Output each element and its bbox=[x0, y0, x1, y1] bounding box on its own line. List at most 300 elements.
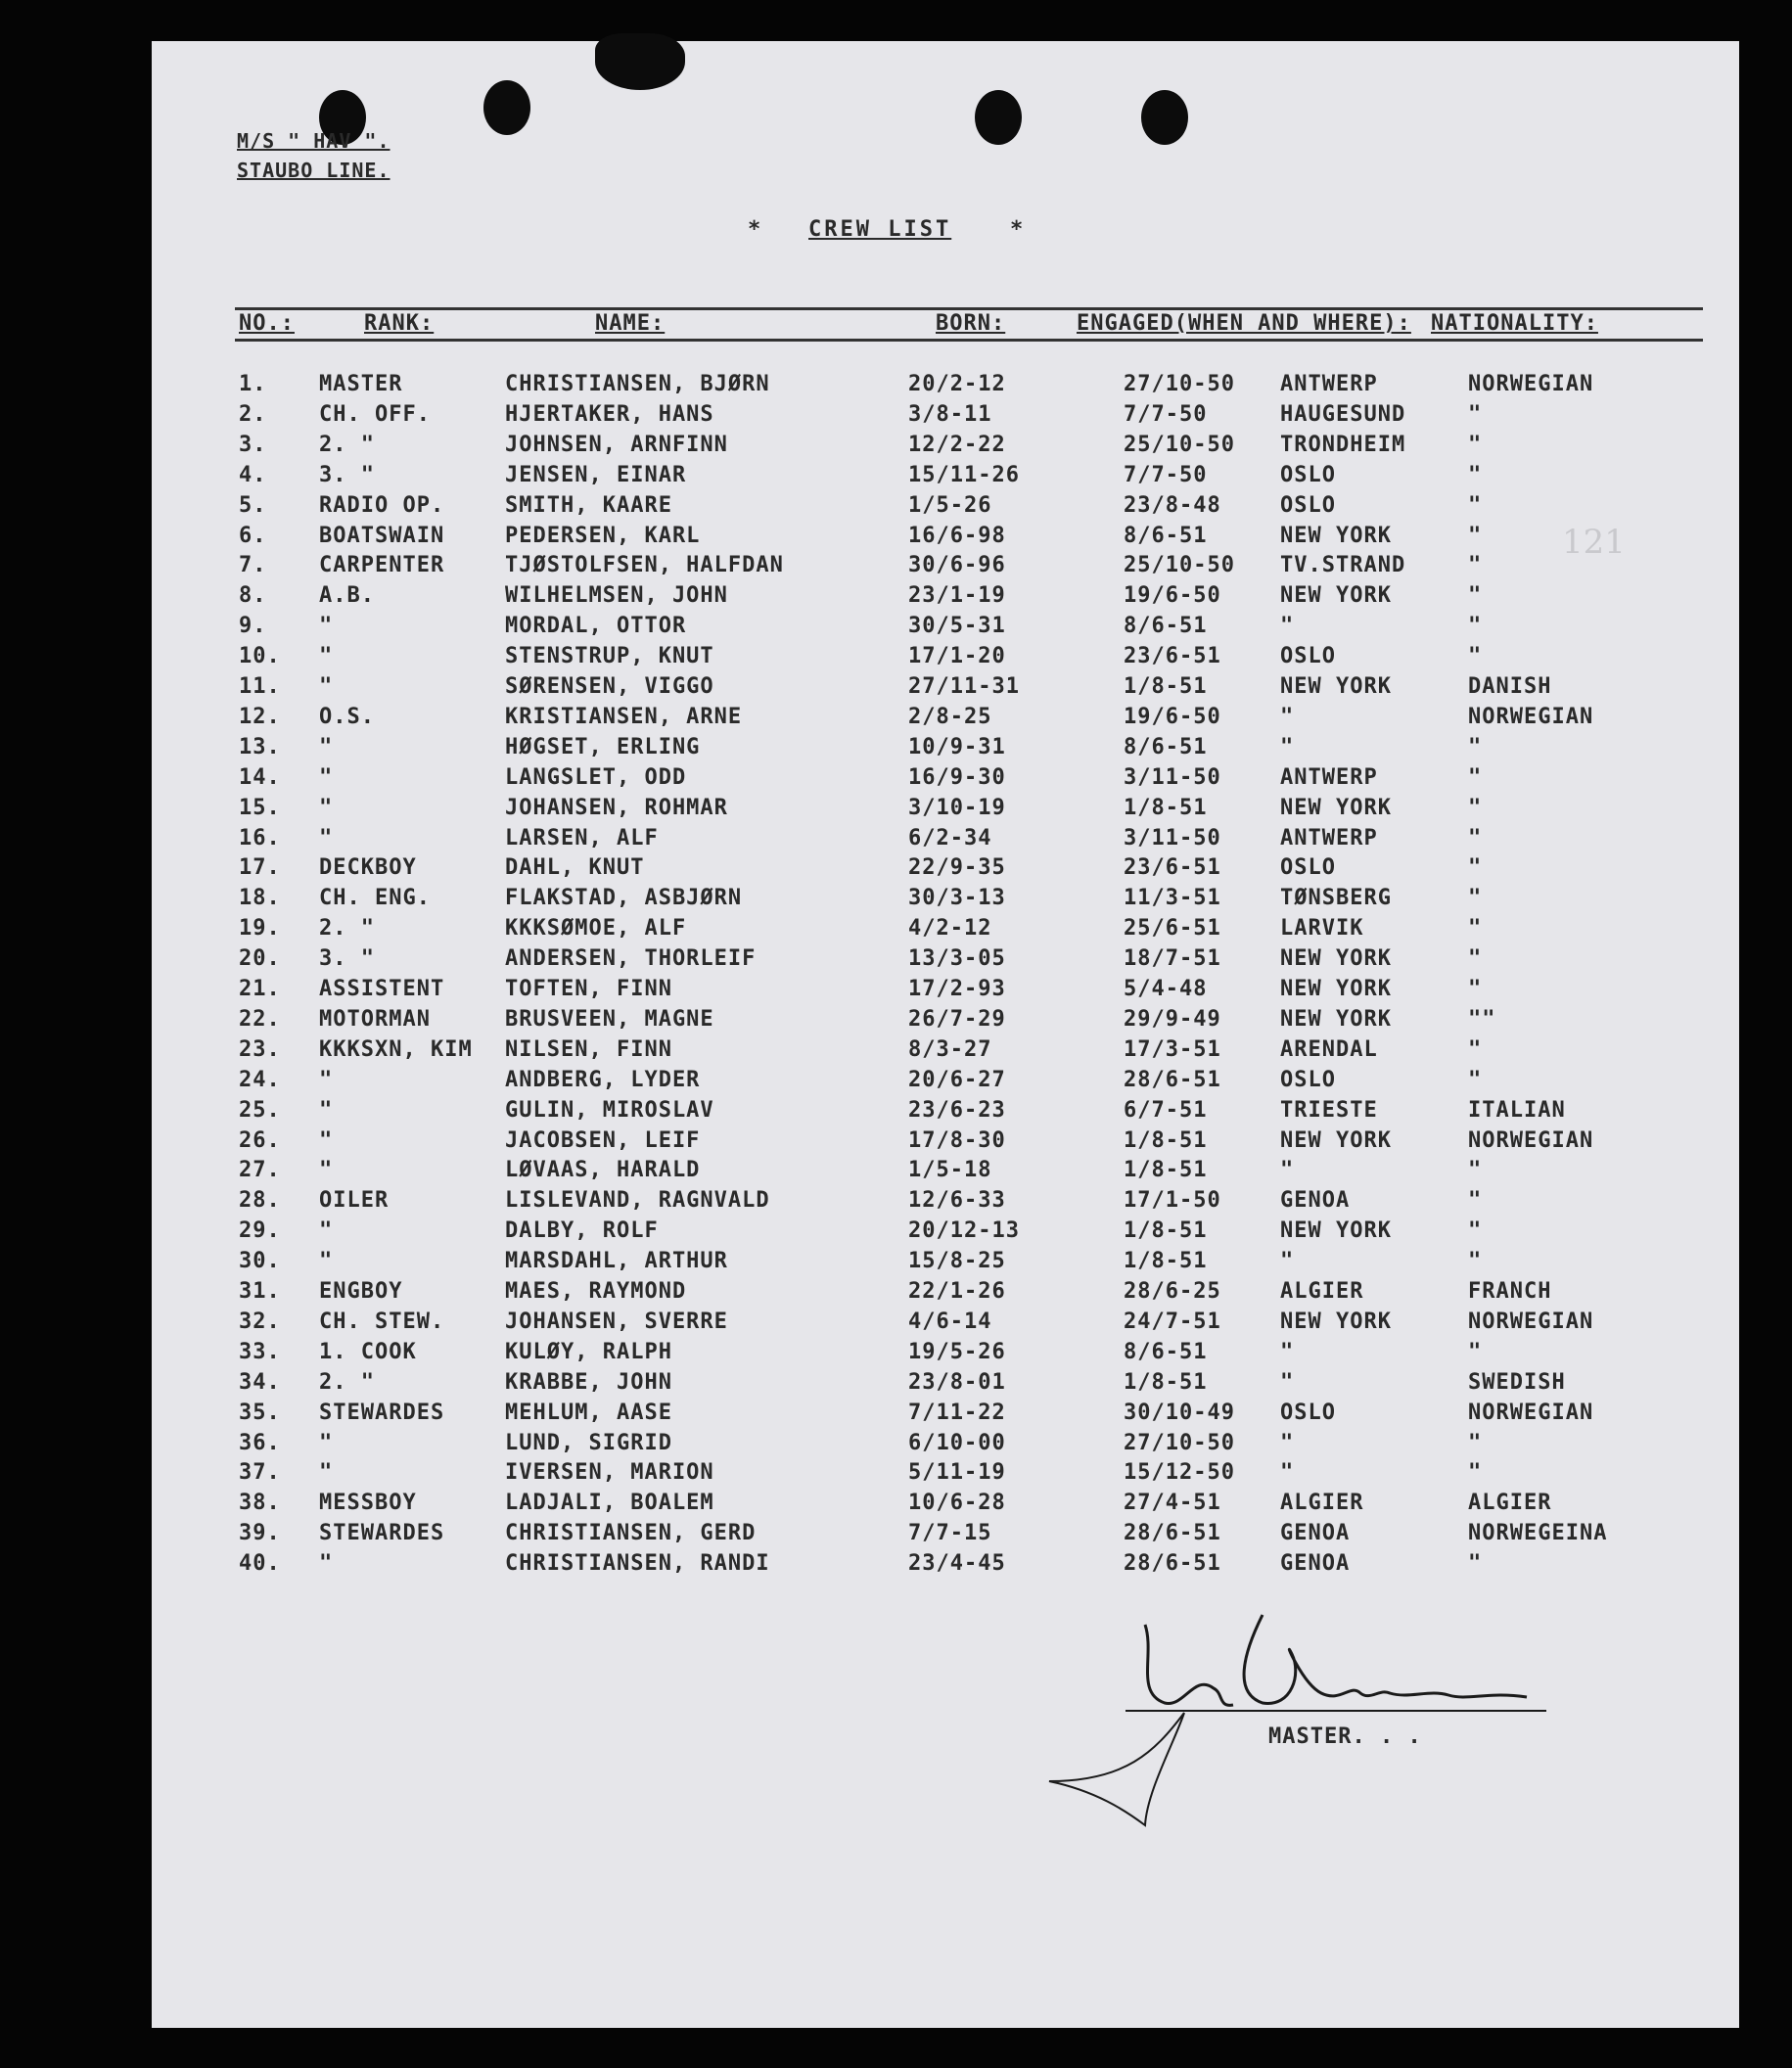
punch-hole bbox=[1141, 90, 1188, 145]
crew-rank: STEWARDES bbox=[319, 1521, 445, 1546]
table-row bbox=[0, 1460, 1792, 1491]
crew-nationality: " bbox=[1468, 795, 1483, 820]
row-number: 8. bbox=[239, 583, 267, 609]
crew-name: DALBY, ROLF bbox=[505, 1218, 659, 1244]
crew-rank: " bbox=[319, 1158, 334, 1183]
engaged-date: 28/6-25 bbox=[1124, 1279, 1221, 1304]
row-number: 28. bbox=[239, 1188, 281, 1214]
crew-born: 20/12-13 bbox=[908, 1218, 1020, 1244]
table-row bbox=[0, 433, 1792, 463]
table-row bbox=[0, 493, 1792, 524]
crew-rank: " bbox=[319, 614, 334, 639]
crew-born: 16/6-98 bbox=[908, 523, 1006, 548]
engaged-place: ANTWERP bbox=[1280, 764, 1378, 790]
crew-born: 15/11-26 bbox=[908, 462, 1020, 487]
table-row bbox=[0, 826, 1792, 856]
row-number: 38. bbox=[239, 1491, 281, 1516]
engaged-date: 1/8-51 bbox=[1124, 674, 1208, 699]
signature-title: MASTER. . . bbox=[1268, 1724, 1422, 1749]
crew-name: LANGSLET, ODD bbox=[505, 764, 687, 790]
master-signature bbox=[1037, 1595, 1566, 1830]
crew-name: HØGSET, ERLING bbox=[505, 734, 701, 759]
crew-rank: MASTER bbox=[319, 372, 403, 396]
table-row bbox=[0, 1188, 1792, 1218]
engaged-place: GENOA bbox=[1280, 1188, 1351, 1214]
table-row bbox=[0, 1249, 1792, 1279]
crew-rank: MOTORMAN bbox=[319, 1006, 431, 1032]
engaged-place: OSLO bbox=[1280, 1067, 1336, 1092]
row-number: 37. bbox=[239, 1460, 281, 1486]
crew-nationality: " bbox=[1468, 1036, 1483, 1062]
crew-name: HJERTAKER, HANS bbox=[505, 401, 714, 427]
crew-born: 12/6-33 bbox=[908, 1188, 1006, 1214]
crew-nationality: " bbox=[1468, 1067, 1483, 1092]
row-number: 24. bbox=[239, 1067, 281, 1092]
row-number: 10. bbox=[239, 644, 281, 669]
engaged-place: " bbox=[1280, 734, 1295, 759]
crew-name: JENSEN, EINAR bbox=[505, 462, 687, 487]
crew-nationality: " bbox=[1468, 1249, 1483, 1274]
crew-name: BRUSVEEN, MAGNE bbox=[505, 1006, 714, 1032]
engaged-place: " bbox=[1280, 1430, 1295, 1455]
crew-rank: " bbox=[319, 1551, 334, 1577]
crew-nationality: " bbox=[1468, 734, 1483, 759]
engaged-date: 7/7-50 bbox=[1124, 401, 1208, 427]
engaged-place: OSLO bbox=[1280, 644, 1336, 669]
crew-nationality: " bbox=[1468, 946, 1483, 972]
table-row bbox=[0, 1491, 1792, 1521]
row-number: 27. bbox=[239, 1158, 281, 1183]
engaged-place: NEW YORK bbox=[1280, 795, 1392, 820]
engaged-date: 27/10-50 bbox=[1124, 372, 1235, 396]
crew-name: ANDERSEN, THORLEIF bbox=[505, 946, 757, 972]
crew-rank: 2. " bbox=[319, 916, 375, 942]
crew-rank: O.S. bbox=[319, 704, 375, 729]
engaged-date: 23/6-51 bbox=[1124, 644, 1221, 669]
crew-born: 10/6-28 bbox=[908, 1491, 1006, 1516]
crew-name: MEHLUM, AASE bbox=[505, 1400, 672, 1425]
crew-nationality: " bbox=[1468, 553, 1483, 578]
row-number: 17. bbox=[239, 855, 281, 881]
crew-nationality: " bbox=[1468, 523, 1483, 548]
crew-rank: CH. STEW. bbox=[319, 1309, 445, 1334]
crew-born: 17/8-30 bbox=[908, 1127, 1006, 1153]
crew-nationality: " bbox=[1468, 583, 1483, 609]
engaged-date: 1/8-51 bbox=[1124, 1127, 1208, 1153]
table-row bbox=[0, 1401, 1792, 1431]
row-number: 13. bbox=[239, 734, 281, 759]
crew-rank: 2. " bbox=[319, 1369, 375, 1395]
crew-nationality: " bbox=[1468, 1460, 1483, 1486]
engaged-date: 23/8-48 bbox=[1124, 492, 1221, 518]
engaged-place: OSLO bbox=[1280, 462, 1336, 487]
crew-name: LADJALI, BOALEM bbox=[505, 1491, 714, 1516]
crew-nationality: " bbox=[1468, 401, 1483, 427]
table-row bbox=[0, 1370, 1792, 1401]
engaged-date: 29/9-49 bbox=[1124, 1006, 1221, 1032]
row-number: 39. bbox=[239, 1521, 281, 1546]
row-number: 36. bbox=[239, 1430, 281, 1455]
crew-rank: KKKSXN, KIM bbox=[319, 1036, 473, 1062]
table-row bbox=[0, 1521, 1792, 1551]
crew-nationality: NORWEGIAN bbox=[1468, 1400, 1594, 1425]
engaged-date: 17/1-50 bbox=[1124, 1188, 1221, 1214]
engaged-date: 25/10-50 bbox=[1124, 553, 1235, 578]
crew-rank: OILER bbox=[319, 1188, 390, 1214]
engaged-place: OSLO bbox=[1280, 1400, 1336, 1425]
crew-rank: BOATSWAIN bbox=[319, 523, 445, 548]
crew-born: 10/9-31 bbox=[908, 734, 1006, 759]
crew-rank: " bbox=[319, 1127, 334, 1153]
row-number: 5. bbox=[239, 492, 267, 518]
engaged-place: NEW YORK bbox=[1280, 674, 1392, 699]
crew-born: 1/5-26 bbox=[908, 492, 992, 518]
table-row bbox=[0, 1279, 1792, 1310]
engaged-date: 28/6-51 bbox=[1124, 1067, 1221, 1092]
engaged-date: 1/8-51 bbox=[1124, 795, 1208, 820]
row-number: 6. bbox=[239, 523, 267, 548]
crew-rank: CH. OFF. bbox=[319, 401, 431, 427]
engaged-date: 18/7-51 bbox=[1124, 946, 1221, 972]
table-row bbox=[0, 463, 1792, 493]
crew-rank: " bbox=[319, 795, 334, 820]
engaged-date: 19/6-50 bbox=[1124, 704, 1221, 729]
col-nationality-header: NATIONALITY: bbox=[1431, 311, 1598, 336]
crew-born: 20/6-27 bbox=[908, 1067, 1006, 1092]
table-row bbox=[0, 916, 1792, 946]
document-title: CREW LIST bbox=[808, 217, 952, 242]
crew-born: 1/5-18 bbox=[908, 1158, 992, 1183]
row-number: 4. bbox=[239, 462, 267, 487]
crew-born: 13/3-05 bbox=[908, 946, 1006, 972]
col-no-header: NO.: bbox=[239, 311, 295, 336]
crew-nationality: " bbox=[1468, 886, 1483, 911]
row-number: 20. bbox=[239, 946, 281, 972]
crew-born: 23/6-23 bbox=[908, 1097, 1006, 1123]
crew-name: MARSDAHL, ARTHUR bbox=[505, 1249, 728, 1274]
table-row bbox=[0, 402, 1792, 433]
crew-born: 8/3-27 bbox=[908, 1036, 992, 1062]
engaged-place: " bbox=[1280, 1460, 1295, 1486]
crew-rank: A.B. bbox=[319, 583, 375, 609]
engaged-place: TØNSBERG bbox=[1280, 886, 1392, 911]
engaged-place: " bbox=[1280, 1158, 1295, 1183]
crew-rank: 3. " bbox=[319, 462, 375, 487]
crew-rank: 1. COOK bbox=[319, 1339, 417, 1364]
row-number: 35. bbox=[239, 1400, 281, 1425]
row-number: 30. bbox=[239, 1249, 281, 1274]
crew-nationality: " bbox=[1468, 462, 1483, 487]
engaged-date: 27/10-50 bbox=[1124, 1430, 1235, 1455]
crew-nationality: ALGIER bbox=[1468, 1491, 1552, 1516]
crew-name: GULIN, MIROSLAV bbox=[505, 1097, 714, 1123]
crew-nationality: " bbox=[1468, 1188, 1483, 1214]
crew-name: MAES, RAYMOND bbox=[505, 1279, 687, 1304]
crew-born: 23/8-01 bbox=[908, 1369, 1006, 1395]
row-number: 2. bbox=[239, 401, 267, 427]
engaged-date: 6/7-51 bbox=[1124, 1097, 1208, 1123]
crew-born: 15/8-25 bbox=[908, 1249, 1006, 1274]
crew-born: 22/1-26 bbox=[908, 1279, 1006, 1304]
archive-stamp-number: 121 bbox=[1562, 523, 1626, 562]
crew-name: DAHL, KNUT bbox=[505, 855, 645, 881]
engaged-place: NEW YORK bbox=[1280, 1006, 1392, 1032]
engaged-date: 8/6-51 bbox=[1124, 1339, 1208, 1364]
engaged-place: " bbox=[1280, 1339, 1295, 1364]
col-born-header: BORN: bbox=[936, 311, 1006, 336]
crew-name: JACOBSEN, LEIF bbox=[505, 1127, 701, 1153]
engaged-date: 28/6-51 bbox=[1124, 1551, 1221, 1577]
crew-nationality: DANISH bbox=[1468, 674, 1552, 699]
col-rank-header: RANK: bbox=[364, 311, 435, 336]
crew-born: 22/9-35 bbox=[908, 855, 1006, 881]
engaged-place: NEW YORK bbox=[1280, 1127, 1392, 1153]
crew-born: 6/2-34 bbox=[908, 825, 992, 850]
crew-nationality: " bbox=[1468, 614, 1483, 639]
table-row bbox=[0, 1158, 1792, 1188]
crew-name: JOHANSEN, ROHMAR bbox=[505, 795, 728, 820]
table-row bbox=[0, 674, 1792, 705]
crew-nationality: NORWEGEINA bbox=[1468, 1521, 1608, 1546]
table-row bbox=[0, 1218, 1792, 1249]
crew-name: TOFTEN, FINN bbox=[505, 977, 672, 1001]
punch-hole bbox=[483, 80, 530, 135]
row-number: 34. bbox=[239, 1369, 281, 1395]
crew-rank: DECKBOY bbox=[319, 855, 417, 881]
row-number: 11. bbox=[239, 674, 281, 699]
col-engaged-header: ENGAGED(WHEN AND WHERE): bbox=[1077, 311, 1411, 336]
row-number: 1. bbox=[239, 372, 267, 396]
row-number: 40. bbox=[239, 1551, 281, 1577]
crew-rank: " bbox=[319, 1430, 334, 1455]
crew-born: 3/10-19 bbox=[908, 795, 1006, 820]
crew-rank: ENGBOY bbox=[319, 1279, 403, 1304]
engaged-date: 8/6-51 bbox=[1124, 614, 1208, 639]
crew-name: MORDAL, OTTOR bbox=[505, 614, 687, 639]
crew-nationality: " bbox=[1468, 855, 1483, 881]
crew-name: JOHNSEN, ARNFINN bbox=[505, 432, 728, 457]
row-number: 16. bbox=[239, 825, 281, 850]
table-row bbox=[0, 1007, 1792, 1037]
header-rule-bottom bbox=[235, 339, 1703, 342]
crew-rank: CARPENTER bbox=[319, 553, 445, 578]
table-row bbox=[0, 1068, 1792, 1098]
table-row bbox=[0, 855, 1792, 886]
crew-name: IVERSEN, MARION bbox=[505, 1460, 714, 1486]
table-row bbox=[0, 1037, 1792, 1068]
engaged-date: 15/12-50 bbox=[1124, 1460, 1235, 1486]
table-row bbox=[0, 1431, 1792, 1461]
row-number: 21. bbox=[239, 977, 281, 1001]
engaged-date: 7/7-50 bbox=[1124, 462, 1208, 487]
crew-rank: CH. ENG. bbox=[319, 886, 431, 911]
crew-nationality: " bbox=[1468, 1339, 1483, 1364]
title-star-right: * bbox=[1010, 217, 1024, 242]
engaged-place: ANTWERP bbox=[1280, 372, 1378, 396]
crew-born: 7/11-22 bbox=[908, 1400, 1006, 1425]
engaged-place: NEW YORK bbox=[1280, 1309, 1392, 1334]
engaged-place: NEW YORK bbox=[1280, 1218, 1392, 1244]
engaged-place: ALGIER bbox=[1280, 1279, 1364, 1304]
table-row bbox=[0, 886, 1792, 916]
crew-name: CHRISTIANSEN, BJØRN bbox=[505, 372, 770, 396]
crew-born: 27/11-31 bbox=[908, 674, 1020, 699]
crew-nationality: " bbox=[1468, 1158, 1483, 1183]
crew-nationality: " bbox=[1468, 1551, 1483, 1577]
crew-nationality: " bbox=[1468, 1430, 1483, 1455]
table-row bbox=[0, 583, 1792, 614]
crew-born: 12/2-22 bbox=[908, 432, 1006, 457]
engaged-date: 1/8-51 bbox=[1124, 1249, 1208, 1274]
engaged-date: 25/10-50 bbox=[1124, 432, 1235, 457]
shipping-line: STAUBO LINE. bbox=[237, 159, 391, 182]
crew-nationality: NORWEGIAN bbox=[1468, 1309, 1594, 1334]
row-number: 14. bbox=[239, 764, 281, 790]
crew-rank: " bbox=[319, 674, 334, 699]
row-number: 29. bbox=[239, 1218, 281, 1244]
crew-nationality: SWEDISH bbox=[1468, 1369, 1566, 1395]
crew-rank: " bbox=[319, 1218, 334, 1244]
crew-name: KRABBE, JOHN bbox=[505, 1369, 672, 1395]
table-row bbox=[0, 946, 1792, 977]
crew-name: CHRISTIANSEN, GERD bbox=[505, 1521, 757, 1546]
crew-nationality: " bbox=[1468, 1218, 1483, 1244]
crew-rank: " bbox=[319, 1249, 334, 1274]
table-row bbox=[0, 644, 1792, 674]
crew-nationality: ITALIAN bbox=[1468, 1097, 1566, 1123]
row-number: 25. bbox=[239, 1097, 281, 1123]
crew-name: LISLEVAND, RAGNVALD bbox=[505, 1188, 770, 1214]
engaged-date: 1/8-51 bbox=[1124, 1218, 1208, 1244]
engaged-place: TV.STRAND bbox=[1280, 553, 1406, 578]
crew-name: PEDERSEN, KARL bbox=[505, 523, 701, 548]
table-row bbox=[0, 705, 1792, 735]
crew-rank: STEWARDES bbox=[319, 1400, 445, 1425]
row-number: 9. bbox=[239, 614, 267, 639]
crew-nationality: NORWEGIAN bbox=[1468, 1127, 1594, 1153]
crew-name: CHRISTIANSEN, RANDI bbox=[505, 1551, 770, 1577]
table-row bbox=[0, 1310, 1792, 1340]
engaged-place: " bbox=[1280, 1369, 1295, 1395]
crew-born: 30/6-96 bbox=[908, 553, 1006, 578]
crew-nationality: FRANCH bbox=[1468, 1279, 1552, 1304]
crew-born: 20/2-12 bbox=[908, 372, 1006, 396]
engaged-place: GENOA bbox=[1280, 1551, 1351, 1577]
engaged-place: NEW YORK bbox=[1280, 946, 1392, 972]
engaged-date: 17/3-51 bbox=[1124, 1036, 1221, 1062]
crew-rank: " bbox=[319, 764, 334, 790]
engaged-place: GENOA bbox=[1280, 1521, 1351, 1546]
table-row bbox=[0, 614, 1792, 644]
row-number: 15. bbox=[239, 795, 281, 820]
table-row bbox=[0, 1340, 1792, 1370]
crew-rank: " bbox=[319, 825, 334, 850]
engaged-date: 28/6-51 bbox=[1124, 1521, 1221, 1546]
crew-name: LØVAAS, HARALD bbox=[505, 1158, 701, 1183]
crew-rank: ASSISTENT bbox=[319, 977, 445, 1001]
engaged-date: 30/10-49 bbox=[1124, 1400, 1235, 1425]
engaged-place: " bbox=[1280, 1249, 1295, 1274]
row-number: 31. bbox=[239, 1279, 281, 1304]
crew-nationality: NORWEGIAN bbox=[1468, 372, 1594, 396]
row-number: 3. bbox=[239, 432, 267, 457]
table-row bbox=[0, 796, 1792, 826]
col-name-header: NAME: bbox=[595, 311, 666, 336]
crew-name: TJØSTOLFSEN, HALFDAN bbox=[505, 553, 784, 578]
engaged-place: OSLO bbox=[1280, 855, 1336, 881]
crew-name: SMITH, KAARE bbox=[505, 492, 672, 518]
crew-name: NILSEN, FINN bbox=[505, 1036, 672, 1062]
engaged-place: HAUGESUND bbox=[1280, 401, 1406, 427]
crew-rank: " bbox=[319, 644, 334, 669]
table-row bbox=[0, 1128, 1792, 1159]
engaged-place: LARVIK bbox=[1280, 916, 1364, 942]
row-number: 7. bbox=[239, 553, 267, 578]
crew-born: 26/7-29 bbox=[908, 1006, 1006, 1032]
header-rule-top bbox=[235, 307, 1703, 310]
crew-born: 7/7-15 bbox=[908, 1521, 992, 1546]
engaged-date: 27/4-51 bbox=[1124, 1491, 1221, 1516]
crew-born: 23/1-19 bbox=[908, 583, 1006, 609]
crew-nationality: " bbox=[1468, 432, 1483, 457]
engaged-date: 25/6-51 bbox=[1124, 916, 1221, 942]
crew-name: KRISTIANSEN, ARNE bbox=[505, 704, 743, 729]
crew-name: LARSEN, ALF bbox=[505, 825, 659, 850]
crew-born: 30/3-13 bbox=[908, 886, 1006, 911]
torn-edge bbox=[595, 33, 685, 90]
crew-born: 2/8-25 bbox=[908, 704, 992, 729]
crew-born: 4/2-12 bbox=[908, 916, 992, 942]
table-row bbox=[0, 765, 1792, 796]
row-number: 18. bbox=[239, 886, 281, 911]
crew-name: SØRENSEN, VIGGO bbox=[505, 674, 714, 699]
crew-rank: 2. " bbox=[319, 432, 375, 457]
crew-name: KULØY, RALPH bbox=[505, 1339, 672, 1364]
crew-born: 4/6-14 bbox=[908, 1309, 992, 1334]
crew-rank: 3. " bbox=[319, 946, 375, 972]
crew-nationality: " bbox=[1468, 492, 1483, 518]
crew-born: 6/10-00 bbox=[908, 1430, 1006, 1455]
engaged-date: 8/6-51 bbox=[1124, 734, 1208, 759]
engaged-date: 3/11-50 bbox=[1124, 764, 1221, 790]
title-star-left: * bbox=[748, 217, 761, 242]
engaged-place: ANTWERP bbox=[1280, 825, 1378, 850]
row-number: 19. bbox=[239, 916, 281, 942]
engaged-place: " bbox=[1280, 614, 1295, 639]
crew-born: 23/4-45 bbox=[908, 1551, 1006, 1577]
crew-nationality: " bbox=[1468, 825, 1483, 850]
crew-rank: MESSBOY bbox=[319, 1491, 417, 1516]
engaged-date: 24/7-51 bbox=[1124, 1309, 1221, 1334]
row-number: 12. bbox=[239, 704, 281, 729]
punch-hole bbox=[975, 90, 1022, 145]
table-row bbox=[0, 977, 1792, 1007]
row-number: 32. bbox=[239, 1309, 281, 1334]
row-number: 22. bbox=[239, 1006, 281, 1032]
engaged-date: 19/6-50 bbox=[1124, 583, 1221, 609]
engaged-place: NEW YORK bbox=[1280, 583, 1392, 609]
crew-born: 17/2-93 bbox=[908, 977, 1006, 1001]
crew-name: WILHELMSEN, JOHN bbox=[505, 583, 728, 609]
table-row bbox=[0, 372, 1792, 402]
crew-rank: " bbox=[319, 1097, 334, 1123]
row-number: 33. bbox=[239, 1339, 281, 1364]
crew-born: 30/5-31 bbox=[908, 614, 1006, 639]
engaged-date: 8/6-51 bbox=[1124, 523, 1208, 548]
engaged-place: ALGIER bbox=[1280, 1491, 1364, 1516]
engaged-date: 1/8-51 bbox=[1124, 1158, 1208, 1183]
crew-born: 3/8-11 bbox=[908, 401, 992, 427]
